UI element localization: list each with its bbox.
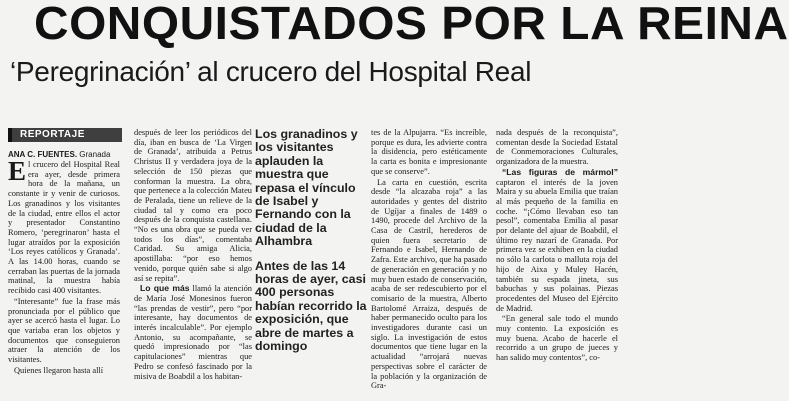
subheadline: ‘Peregrinación’ al crucero del Hospital Real bbox=[10, 56, 532, 87]
drop-cap: E bbox=[8, 156, 27, 186]
paragraph: La carta en cuestión, escrita desde “la alcazaba roja” a las autoridades y gentes del distrito de Ugíjar a finales de 1489 o 1490, procede del Archivo de la Casa de Castril, herederos de quien fuera secretario de Fernando e Isabel, Hernando de Zafra. Este archivo, que ha pasado de generación en generación y no muy buen estado de conservación, acaba de ser redescubierto por el comisario de la muestra, Alberto Bartolomé Arraiza, después de haber permanecido oculto para los investigadores durante casi un siglo. La investigación de estos documentos que tiene lugar en la actualidad “arrojará nuevas perspectivas sobre el carácter de la población y la organización de Gra- bbox=[371, 177, 487, 391]
article-column-2 bbox=[134, 128, 252, 382]
pull-quote: Los granadinos y los visitantes aplauden la muestra que repasa el vínculo de Isabel y Fernando con la ciudad de la Alhambra bbox=[255, 127, 358, 249]
paragraph: “Interesante” fue la frase más pronunciada por el público que ayer se acercó hasta el lugar. Lo que variaba eran los objetos y documentos que conseguieron atraer la atención de los visitantes. bbox=[8, 296, 120, 365]
paragraph-lead-in: “Las figuras de mármol” bbox=[502, 166, 618, 177]
paragraph bbox=[496, 168, 618, 314]
section-label-text: REPORTAJE bbox=[20, 129, 85, 140]
byline-city: Granada bbox=[79, 150, 111, 159]
paragraph bbox=[8, 156, 120, 296]
paragraph: Quienes llegaron hasta allí bbox=[14, 365, 104, 375]
headline bbox=[0, 0, 789, 49]
paragraph: después de leer los periódicos del día, iban en busca de ‘La Virgen de Granada’, atribuida a Petrus Christus II y verdadera joya de la selección de 150 piezas que conforman la muestra. La obra, que pertenece a la colección Mateu de Peralada, tiene un relieve de la ciudad tal y como era poco después de la conquista castellana. “No es una obra que se pueda ver todos los días”, comentaba Caridad. Su amiga Alicia, apostillaba: “por eso hemos venido, porque quién sabe si algo así se repita”. bbox=[134, 128, 252, 283]
article-column-4 bbox=[371, 128, 487, 392]
pull-quote: Antes de las 14 horas de ayer, casi 400 personas habían recorrido la exposición, que abre de martes a domingo bbox=[255, 258, 367, 354]
paragraph: nada después de la reconquista”, comentan desde la Sociedad Estatal de Conmemoraciones Culturales, organizadora de la muestra. bbox=[496, 128, 618, 167]
byline-author: ANA C. FUENTES. bbox=[8, 150, 78, 159]
article-column-5 bbox=[496, 128, 618, 364]
pull-quotes bbox=[255, 128, 367, 365]
paragraph: tes de la Alpujarra. “Es increíble, porque es dura, les advierte contra la disidencia, pero estéticamente la carta es bonita e impresionante que se conserve”. bbox=[371, 128, 487, 176]
section-label bbox=[8, 128, 122, 142]
paragraph bbox=[134, 284, 252, 381]
paragraph-text: llamó la atención de María José Monesinos fueron “las prendas de vestir”, pero “por interesante, hay documentos de interés incalculable”. Por ejemplo Antonio, su acompañante, se quedó impresionado por “las capitulaciones” mientras que Pedro se confesó fascinado por la misiva de Boabdil a los habitan- bbox=[134, 284, 252, 381]
paragraph-lead-in: Lo que más bbox=[140, 283, 190, 294]
paragraph-text: l crucero del Hospital Real era ayer, desde primera hora de la mañana, un constante ir y venir de curiosos. Los granadinos y los visitantes de la ciudad, entre ellos el actor y presentador Constantino Romero, ‘peregrinaron’ hasta el lugar atraídos por la exposición ‘Los reyes católicos y Granada’. A las 14.00 horas, cuando se cerraban las puertas de la jornada matinal, la muestra había recibido casi 400 visitantes. bbox=[8, 160, 120, 296]
article-column-1 bbox=[8, 156, 120, 376]
paragraph-text: captaron el interés de la joven Maira y su abuela Emilia que traían al más pequeño de la familia en coche. “¡Cómo llevaban eso tan pesol”, comentaba Emilia al pasar por delante del ajuar de Boabdil, el último rey nazarí de Granada. Por primera vez se exhiben en la ciudad no sólo la carlota o malluta roja del hijo de Aixa y Muley Hacén, también su espada jineta, sus babuchas y sus polainas. Piezas procedentes del Museo del Ejército de Madrid. bbox=[496, 177, 618, 313]
paragraph: “En general sale todo el mundo muy contento. La exposición es muy buena. Acabo de hacerle el recorrido a un grupo de jueces y han salido muy contentos”, co- bbox=[496, 314, 618, 363]
headline-text: CONQUISTADOS POR LA REINA bbox=[34, 0, 789, 49]
